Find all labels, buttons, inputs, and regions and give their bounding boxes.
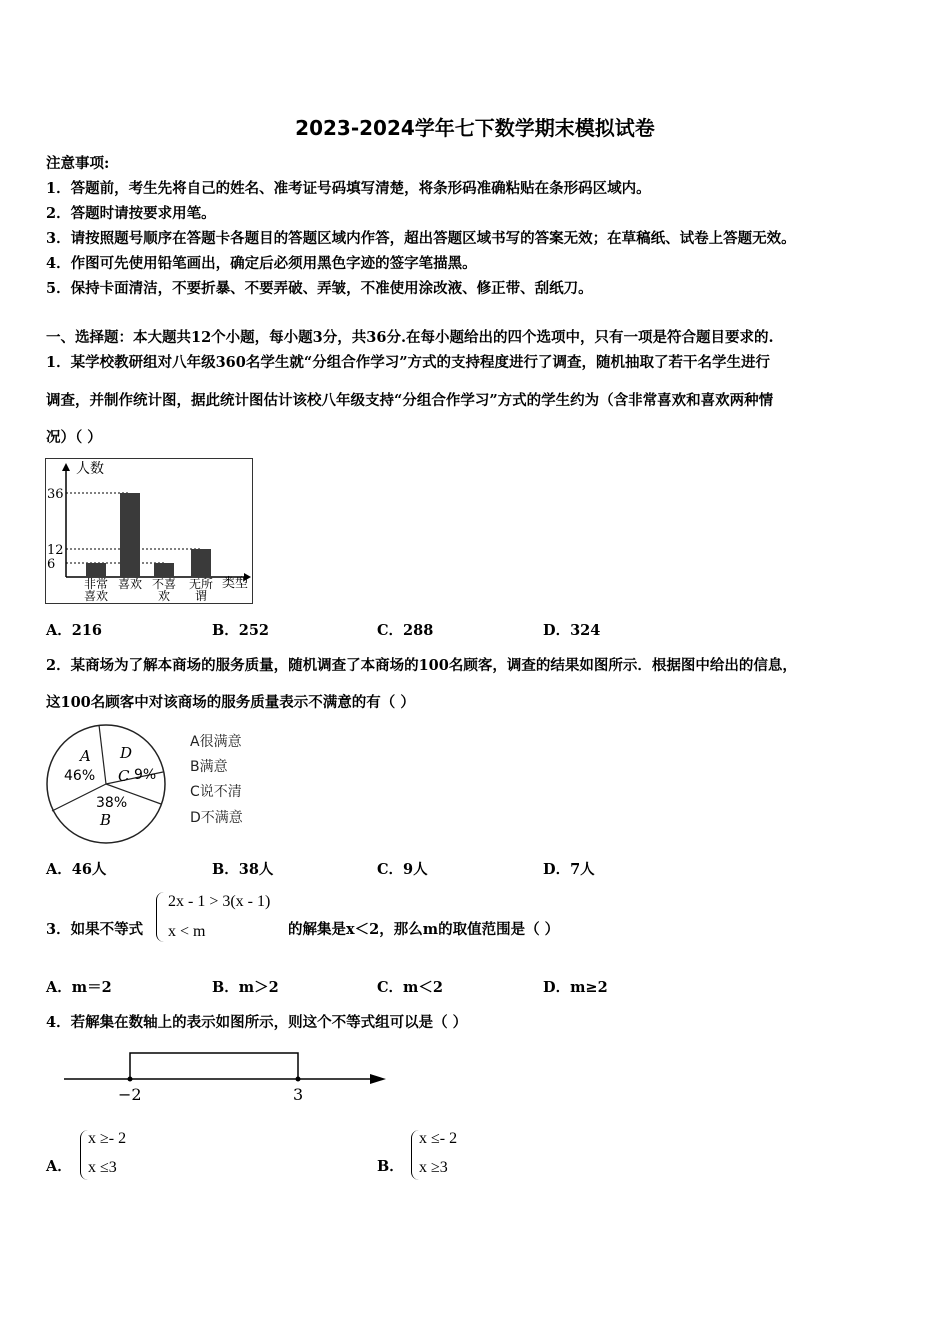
q3-prefix: 3．如果不等式 [46,921,144,938]
number-line-svg [60,1046,400,1108]
category-label: 不喜 [151,577,177,591]
pie-svg [44,722,168,846]
q4-option-a-line2: x ≤3 [88,1159,117,1176]
pie-legend-item: B满意 [190,759,228,775]
category-label: 喜欢 [117,577,143,591]
page-title: 2023-2024学年七下数学期末模拟试卷 [295,116,655,140]
category-label: 无所 [188,577,214,591]
bar [120,493,140,577]
pie-legend-item: D不满意 [190,810,243,826]
q1-option-b[interactable]: B．252 [212,622,270,639]
q1-option-d[interactable]: D．324 [543,622,601,639]
notice-item: 2．答题时请按要求用笔。 [46,205,216,222]
endpoint-left [128,1077,133,1082]
q4-option-b-line1: x ≤- 2 [419,1130,458,1147]
pie-pct-c: 9% [134,767,157,783]
q1-text: 况）（ ） [46,429,102,446]
category-label: 欢 [157,589,171,603]
notice-heading: 注意事项: [46,155,110,172]
bar [154,563,174,577]
q4-option-a-line1: x ≥- 2 [88,1130,127,1147]
pie-label-d: D [120,744,133,762]
bar-chart-svg [46,459,252,603]
pie-legend-item: A很满意 [190,734,242,750]
endpoint-right [296,1077,301,1082]
q3-brace [156,892,165,942]
pie-legend-item: C说不清 [190,784,242,800]
pie-pct-a: 46% [64,768,96,784]
q2-option-b[interactable]: B．38人 [212,861,274,878]
q3-inequality-1: 2x - 1 > 3(x - 1) [168,893,271,910]
q2-option-d[interactable]: D．7人 [543,861,595,878]
bar [86,563,106,577]
y-tick-label: 12 [47,543,64,558]
notice-item: 4．作图可先使用铅笔画出，确定后必须用黑色字迹的签字笔描黑。 [46,255,477,272]
pie-pct-b: 38% [96,795,128,811]
notice-item: 3．请按照题号顺序在答题卡各题目的答题区域内作答，超出答题区域书写的答案无效；在草稿纸、试卷上答题无效。 [46,230,796,247]
category-label: 非常 [83,577,109,591]
solution-interval [130,1053,298,1079]
q1-option-c[interactable]: C．288 [377,622,434,639]
bar [191,549,211,577]
section-heading: 一、选择题：本大题共12个小题，每小题3分，共36分.在每小题给出的四个选项中，只有一项是符合题目要求的. [46,329,774,346]
q4-number-line [60,1046,400,1112]
q3-inequality-2: x < m [168,923,206,940]
x-axis-label: 类型 [222,576,249,591]
q3-option-a[interactable]: A．m＝2 [46,979,112,996]
q4-option-a-brace [80,1130,88,1180]
q3-option-d[interactable]: D．m≥2 [543,979,608,996]
q2-text: 2．某商场为了解本商场的服务质量，随机调查了本商场的100名顾客，调查的结果如图所示．根据图中给出的信息， [46,657,797,674]
q2-text: 这100名顾客中对该商场的服务质量表示不满意的有（ ） [46,694,415,711]
q2-option-c[interactable]: C．9人 [377,861,428,878]
number-line-arrow [370,1074,386,1084]
q4-text: 4．若解集在数轴上的表示如图所示，则这个不等式组可以是（ ） [46,1014,468,1031]
pie-divider [99,725,106,784]
q1-text: 调查，并制作统计图，据此统计图估计该校八年级支持“分组合作学习”方式的学生约为（含非常喜欢和喜欢两种情 [46,392,774,409]
q3-suffix: 的解集是x＜2，那么m的取值范围是（ ） [288,921,560,938]
category-label: 谓 [194,589,208,603]
q4-option-a-label[interactable]: A． [46,1158,72,1175]
q3-option-b[interactable]: B．m＞2 [212,979,279,996]
y-axis-label: 人数 [76,461,104,477]
y-tick-label: 36 [47,487,64,502]
category-label: 喜欢 [83,589,109,603]
q2-pie-chart [44,722,168,850]
q3-option-c[interactable]: C．m＜2 [377,979,443,996]
q2-option-a[interactable]: A．46人 [46,861,107,878]
pie-label-c: C [118,767,130,785]
q1-bar-chart [45,458,253,604]
bar-group [47,487,213,603]
q4-option-b-label[interactable]: B． [377,1158,404,1175]
y-axis-arrow [62,463,70,471]
q4-option-b-brace [411,1130,419,1180]
pie-label-a: A [80,747,91,765]
tick-label-left: −2 [118,1085,142,1104]
notice-item: 5．保持卡面清洁，不要折暴、不要弄破、弄皱，不准使用涂改液、修正带、刮纸刀。 [46,280,593,297]
notice-item: 1．答题前，考生先将自己的姓名、准考证号码填写清楚，将条形码准确粘贴在条形码区域内。 [46,180,651,197]
q1-text: 1．某学校教研组对八年级360名学生就“分组合作学习”方式的支持程度进行了调查，随机抽取了若干名学生进行 [46,354,771,371]
q4-option-b-line2: x ≥3 [419,1159,448,1176]
tick-label-right: 3 [293,1085,304,1104]
pie-label-b: B [100,811,112,829]
q1-option-a[interactable]: A．216 [46,622,103,639]
y-tick-label: 6 [47,557,56,572]
